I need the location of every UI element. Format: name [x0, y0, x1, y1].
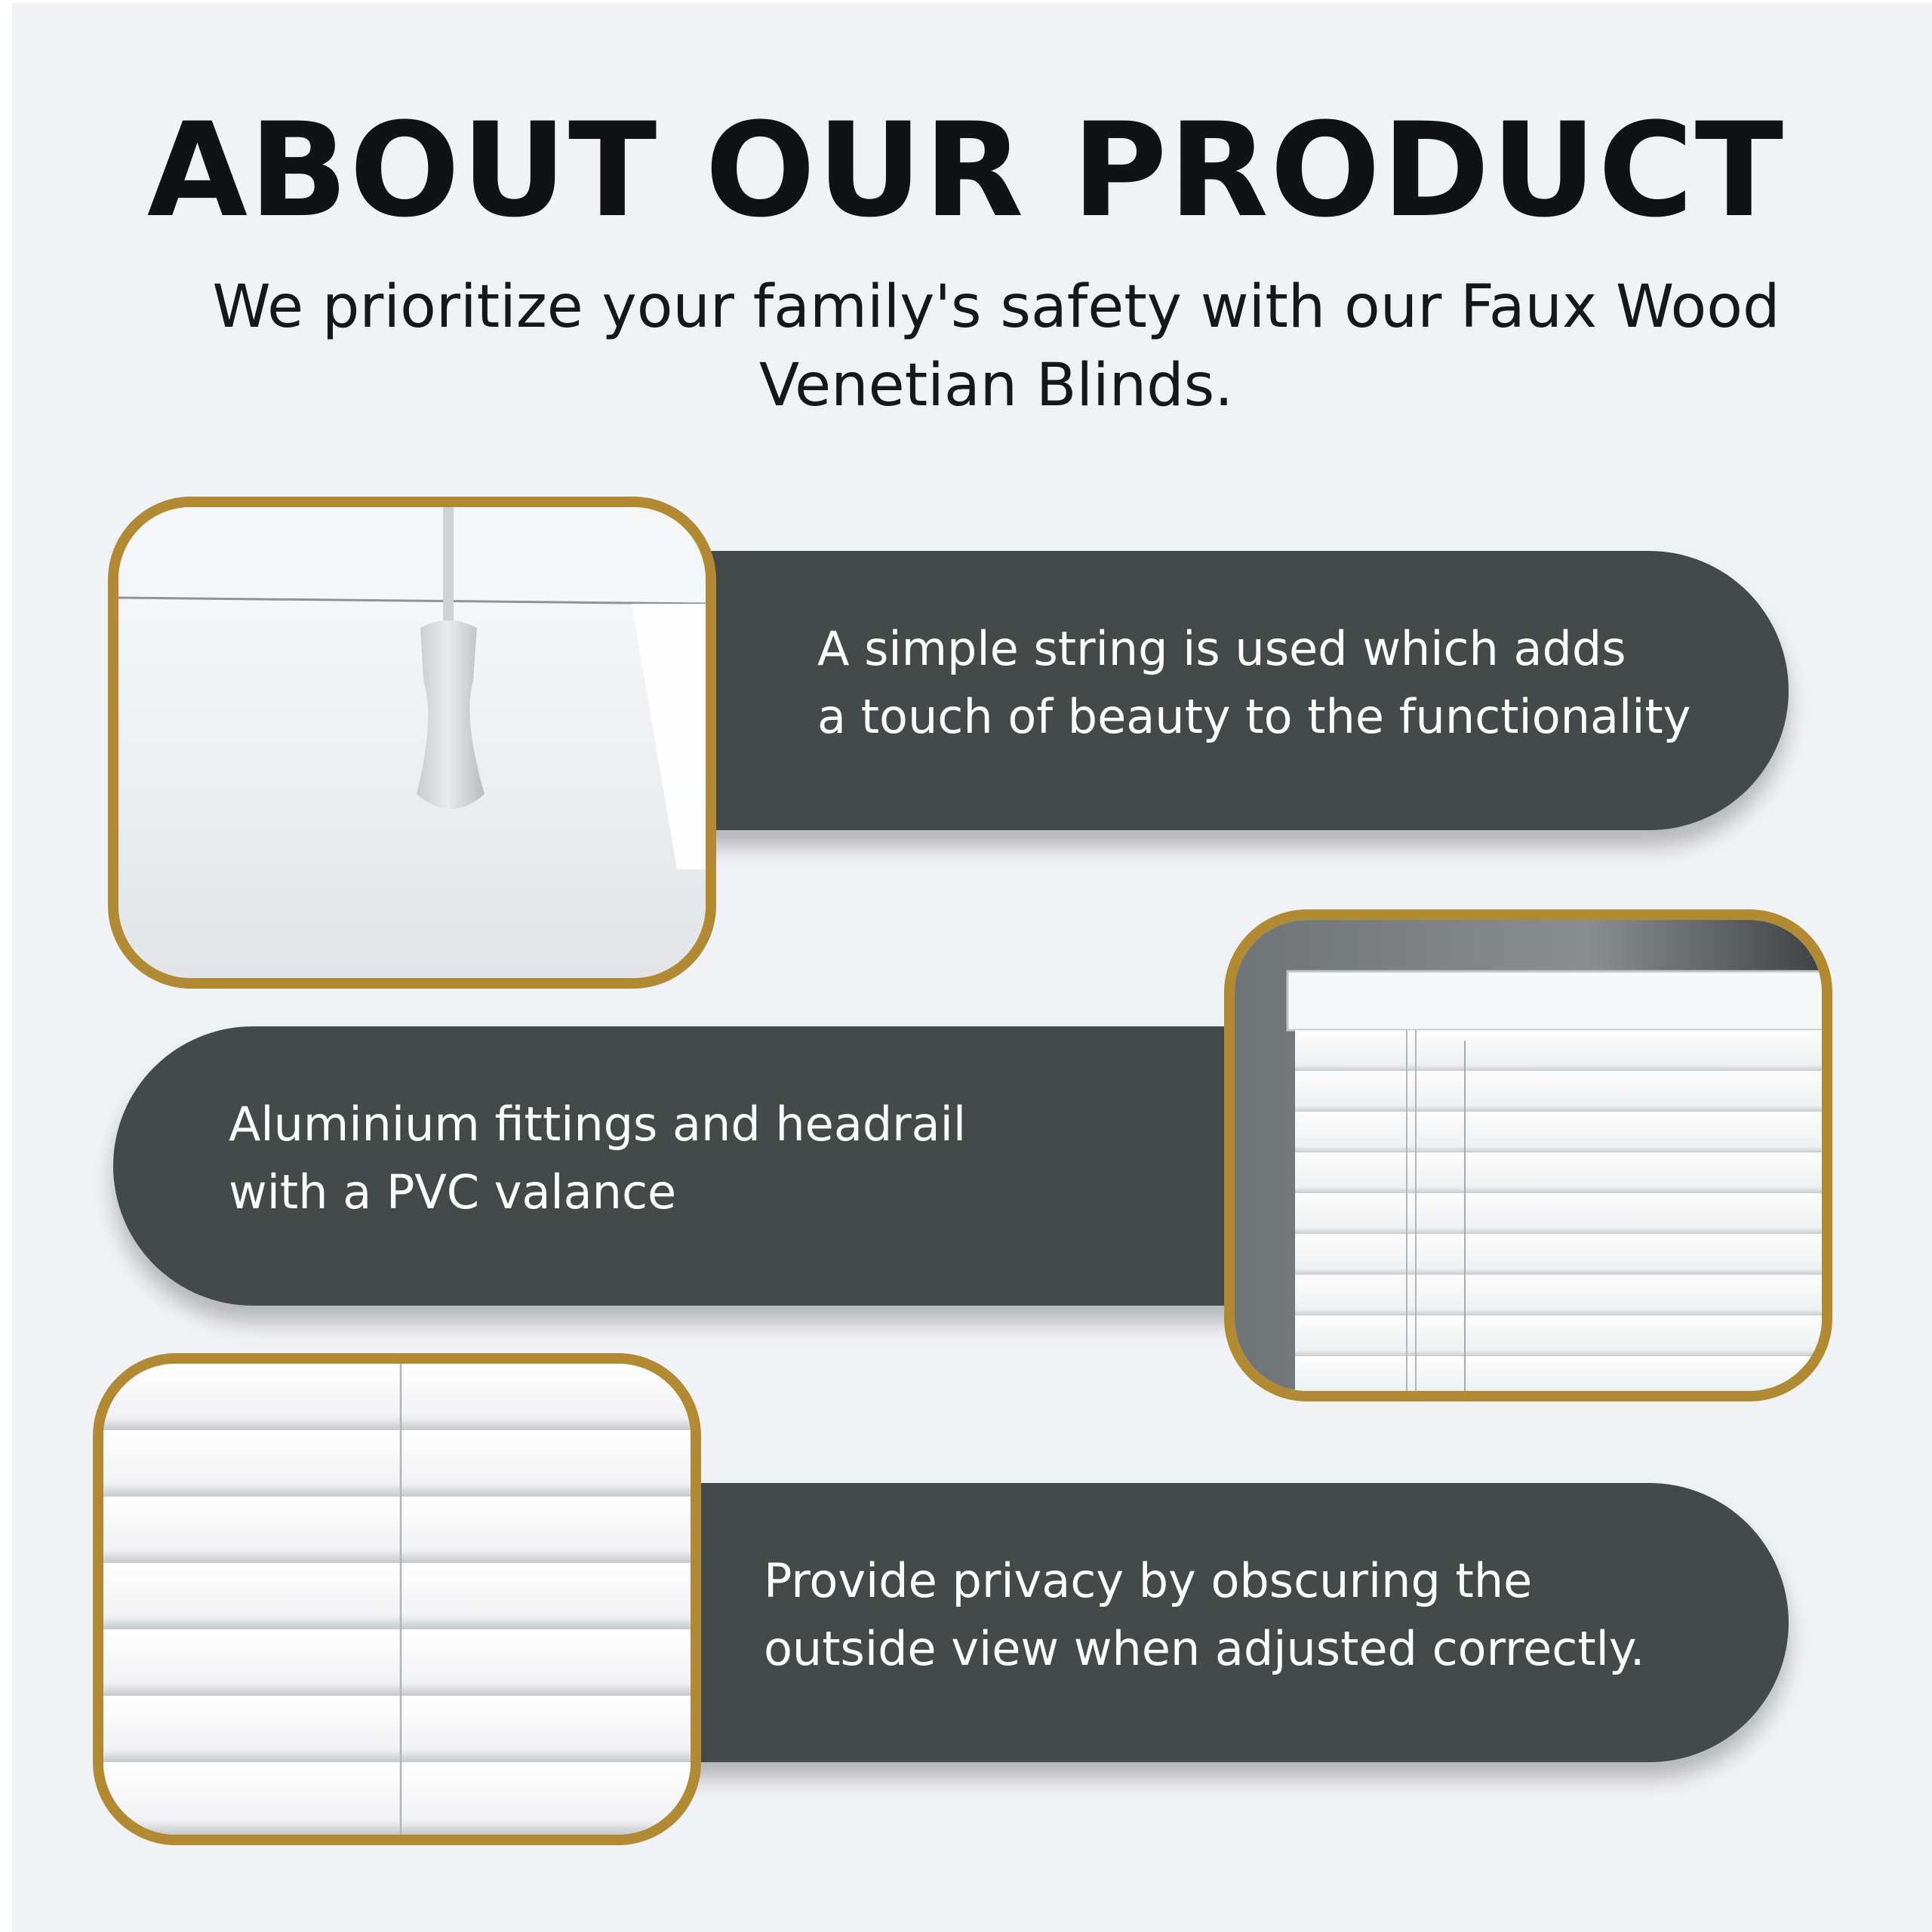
headrail-blinds-image [1224, 909, 1832, 1401]
page-title: ABOUT OUR PRODUCT [146, 94, 1786, 246]
feature-panel-headrail [113, 1026, 1306, 1306]
feature-text-string: A simple string is used which adds a touch of beauty to the functionality [817, 621, 1691, 744]
feature-text-headrail: Aluminium fittings and headrail with a PVC valance [229, 1097, 967, 1220]
pull-cord-illustration [118, 507, 706, 978]
feature-text-privacy: Provide privacy by obscuring the outside view when adjusted correctly. [764, 1553, 1645, 1676]
headrail-illustration [1235, 920, 1822, 1391]
feature-panel-string [679, 551, 1789, 830]
page-subtitle: We prioritize your family's safety with our Faux Wood Venetian Blinds. [212, 273, 1780, 420]
pull-cord-image [108, 497, 716, 989]
feature-panel-privacy [657, 1483, 1789, 1762]
slats-illustration [103, 1364, 691, 1835]
slats-closeup-image [93, 1353, 701, 1845]
